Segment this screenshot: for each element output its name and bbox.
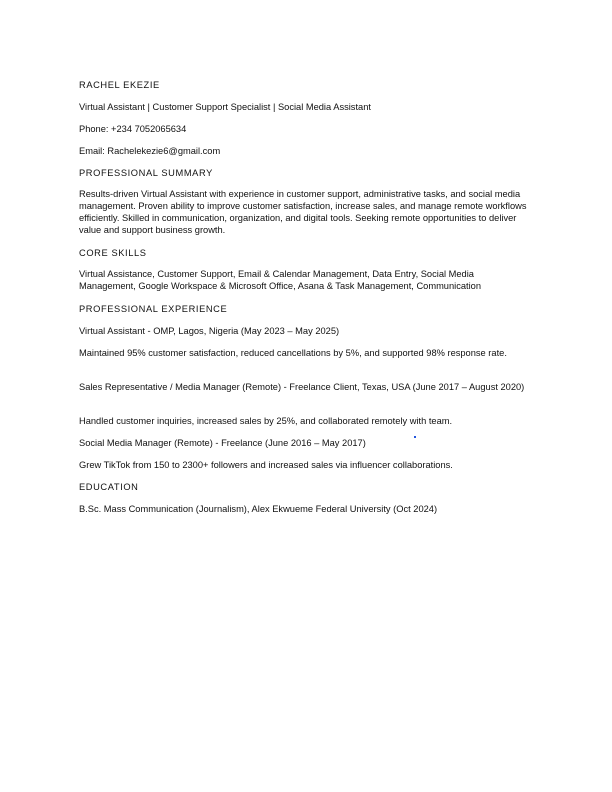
job-description: Maintained 95% customer satisfaction, reduced cancellations by 5%, and supported 98% response rate. bbox=[79, 348, 507, 358]
summary-heading: PROFESSIONAL SUMMARY bbox=[79, 168, 213, 178]
tagline: Virtual Assistant | Customer Support Specialist | Social Media Assistant bbox=[79, 102, 371, 112]
education-entry: B.Sc. Mass Communication (Journalism), Alex Ekwueme Federal University (Oct 2024) bbox=[79, 504, 438, 514]
stray-dot bbox=[414, 436, 416, 438]
job-description: Handled customer inquiries, increased sales by 25%, and collaborated remotely with team. bbox=[79, 416, 453, 426]
job-description: Grew TikTok from 150 to 2300+ followers and increased sales via influencer collaborations. bbox=[79, 460, 453, 470]
job-title: Virtual Assistant - OMP, Lagos, Nigeria (May 2023 – May 2025) bbox=[79, 326, 340, 336]
experience-heading: PROFESSIONAL EXPERIENCE bbox=[79, 304, 228, 314]
email: Email: Rachelekezie6@gmail.com bbox=[79, 146, 221, 156]
education-heading: EDUCATION bbox=[79, 482, 139, 492]
job-title: Social Media Manager (Remote) - Freelance (June 2016 – May 2017) bbox=[79, 438, 366, 448]
skills-heading: CORE SKILLS bbox=[79, 248, 147, 258]
job-title: Sales Representative / Media Manager (Remote) - Freelance Client, Texas, USA (June 2017 – August 2020) bbox=[79, 382, 525, 392]
candidate-name: RACHEL EKEZIE bbox=[79, 80, 160, 90]
skills-text: Virtual Assistance, Customer Support, Email & Calendar Management, Data Entry, Social Media Management, Google Workspace & Microsoft Office, Asana & Task Management, Communication bbox=[79, 269, 482, 291]
summary-text: Results-driven Virtual Assistant with experience in customer support, administrative tasks, and social media management. Proven ability to improve customer satisfaction, increase sales, and manage remote workflows efficiently. Skilled in communication, organization, and digital tools. Seeking remote opportunities to deliver value and support business growth. bbox=[79, 189, 527, 235]
phone: Phone: +234 7052065634 bbox=[79, 124, 187, 134]
